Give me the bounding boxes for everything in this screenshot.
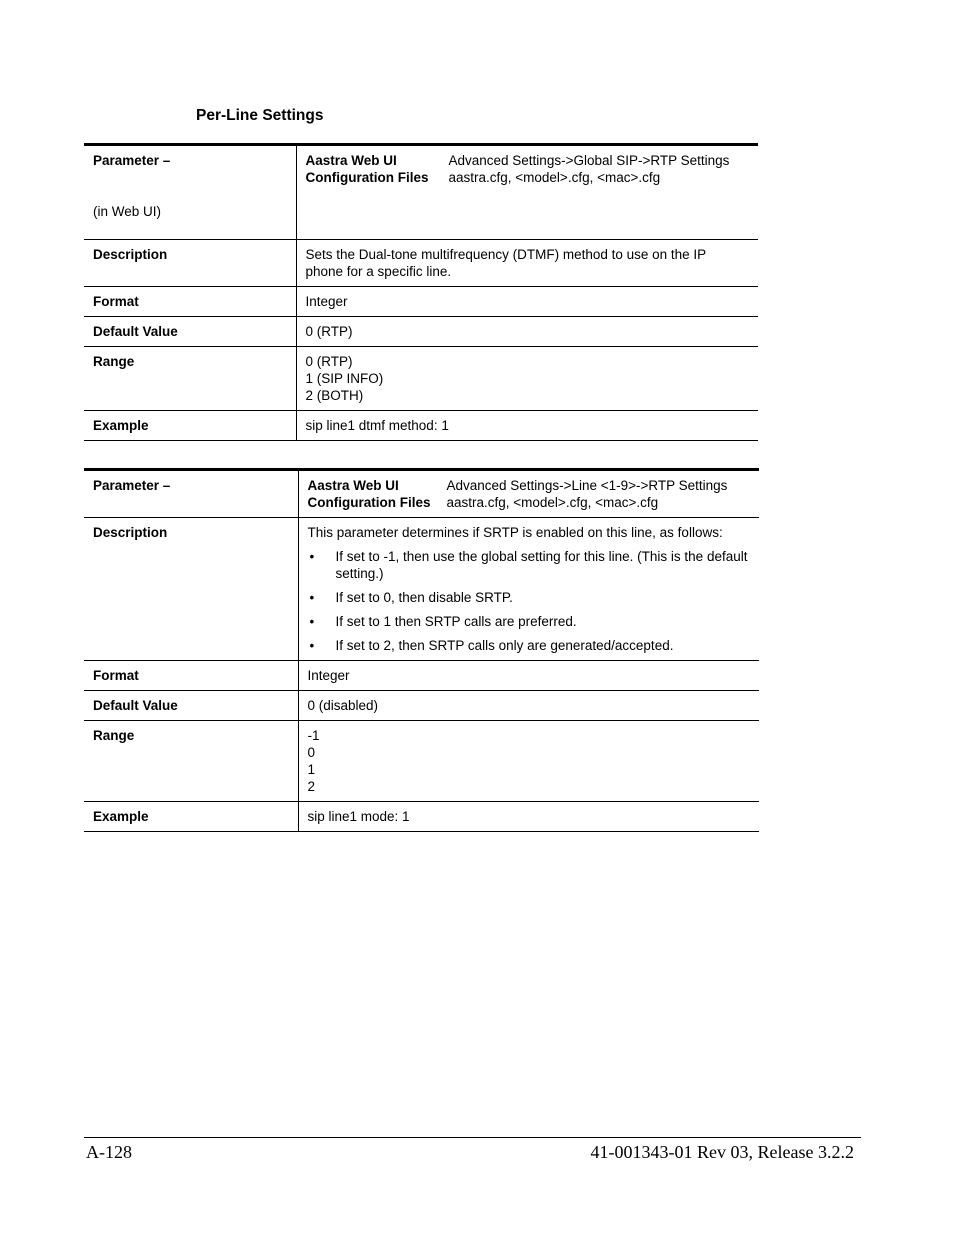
row-value: [298, 802, 759, 832]
row-value: [296, 347, 758, 411]
row-label: Default Value: [84, 317, 296, 347]
value-line: 1 (SIP INFO): [305, 371, 384, 386]
table-row-format: [84, 287, 758, 317]
bullet-item: • If set to 2, then SRTP calls only are generated/accepted.: [308, 637, 752, 654]
value-line: 0 (disabled): [307, 698, 379, 713]
footer-divider: [84, 1137, 861, 1138]
value-line: 1: [307, 762, 316, 777]
value-line: 0 (RTP): [305, 324, 353, 339]
row-value: [296, 411, 758, 441]
parameter-table-dtmf: [84, 143, 758, 441]
row-value: [296, 317, 758, 347]
parameter-label: Parameter –: [93, 478, 171, 493]
row-value: [296, 240, 758, 287]
row-label: Description: [84, 518, 298, 661]
bullet-item: • If set to -1, then use the global setting for this line. (This is the default setting.): [308, 548, 752, 582]
table-row-parameter: [84, 470, 759, 518]
table-row-description: [84, 240, 758, 287]
table-row-example: [84, 802, 759, 832]
location-value: aastra.cfg, <model>.cfg, <mac>.cfg: [448, 170, 661, 185]
value-line: Integer: [307, 668, 350, 683]
value-line: 2 (BOTH): [305, 388, 364, 403]
value-line: phone for a specific line.: [305, 264, 452, 279]
row-value: [296, 287, 758, 317]
value-line: Integer: [305, 294, 348, 309]
row-label: Range: [84, 347, 296, 411]
location-value: Advanced Settings->Line <1-9>->RTP Settings: [446, 478, 728, 493]
table-row-description: [84, 518, 759, 661]
row-label: Example: [84, 411, 296, 441]
row-label: Description: [84, 240, 296, 287]
value-line: 0: [307, 745, 316, 760]
value-line: sip line1 mode: 1: [307, 809, 410, 824]
bullet-item: • If set to 1 then SRTP calls are preferred.: [308, 613, 752, 630]
row-value: [298, 518, 759, 661]
bullet-item: • If set to 0, then disable SRTP.: [308, 589, 752, 606]
parameter-label-cell: [84, 145, 296, 240]
location-key: Aastra Web UI: [305, 153, 397, 168]
value-line: sip line1 dtmf method: 1: [305, 418, 449, 433]
table-row-default-value: [84, 317, 758, 347]
value-line: 2: [307, 779, 316, 794]
table-row-range: [84, 721, 759, 802]
table-row-example: [84, 411, 758, 441]
table-row-default-value: [84, 691, 759, 721]
parameter-table-srtp: [84, 468, 759, 832]
parameter-label-cell: [84, 470, 298, 518]
value-line: 0 (RTP): [305, 354, 353, 369]
row-value: [298, 721, 759, 802]
parameter-locations: [298, 470, 759, 518]
row-label: Format: [84, 287, 296, 317]
location-key: Configuration Files: [305, 170, 429, 185]
table-row-range: [84, 347, 758, 411]
parameter-web-ui-note: (in Web UI): [93, 204, 162, 219]
row-value: [298, 661, 759, 691]
description-intro: This parameter determines if SRTP is enabled on this line, as follows:: [307, 525, 723, 540]
value-line: Sets the Dual-tone multifrequency (DTMF) method to use on the IP: [305, 247, 707, 262]
parameter-locations: [296, 145, 758, 240]
row-label: Format: [84, 661, 298, 691]
parameter-label: Parameter –: [93, 153, 171, 168]
location-key: Aastra Web UI: [307, 478, 399, 493]
row-label: Range: [84, 721, 298, 802]
section-heading: Per-Line Settings: [196, 107, 324, 124]
row-label: Example: [84, 802, 298, 832]
value-line: -1: [307, 728, 320, 743]
table-row-parameter: [84, 145, 758, 240]
row-label: Default Value: [84, 691, 298, 721]
row-value: [298, 691, 759, 721]
location-value: aastra.cfg, <model>.cfg, <mac>.cfg: [446, 495, 659, 510]
page-number: A-128: [86, 1142, 132, 1162]
table-row-format: [84, 661, 759, 691]
description-bullet-list: [308, 548, 752, 654]
location-value: Advanced Settings->Global SIP->RTP Settings: [448, 153, 730, 168]
location-key: Configuration Files: [307, 495, 431, 510]
document-info: 41-001343-01 Rev 03, Release 3.2.2: [590, 1142, 854, 1162]
